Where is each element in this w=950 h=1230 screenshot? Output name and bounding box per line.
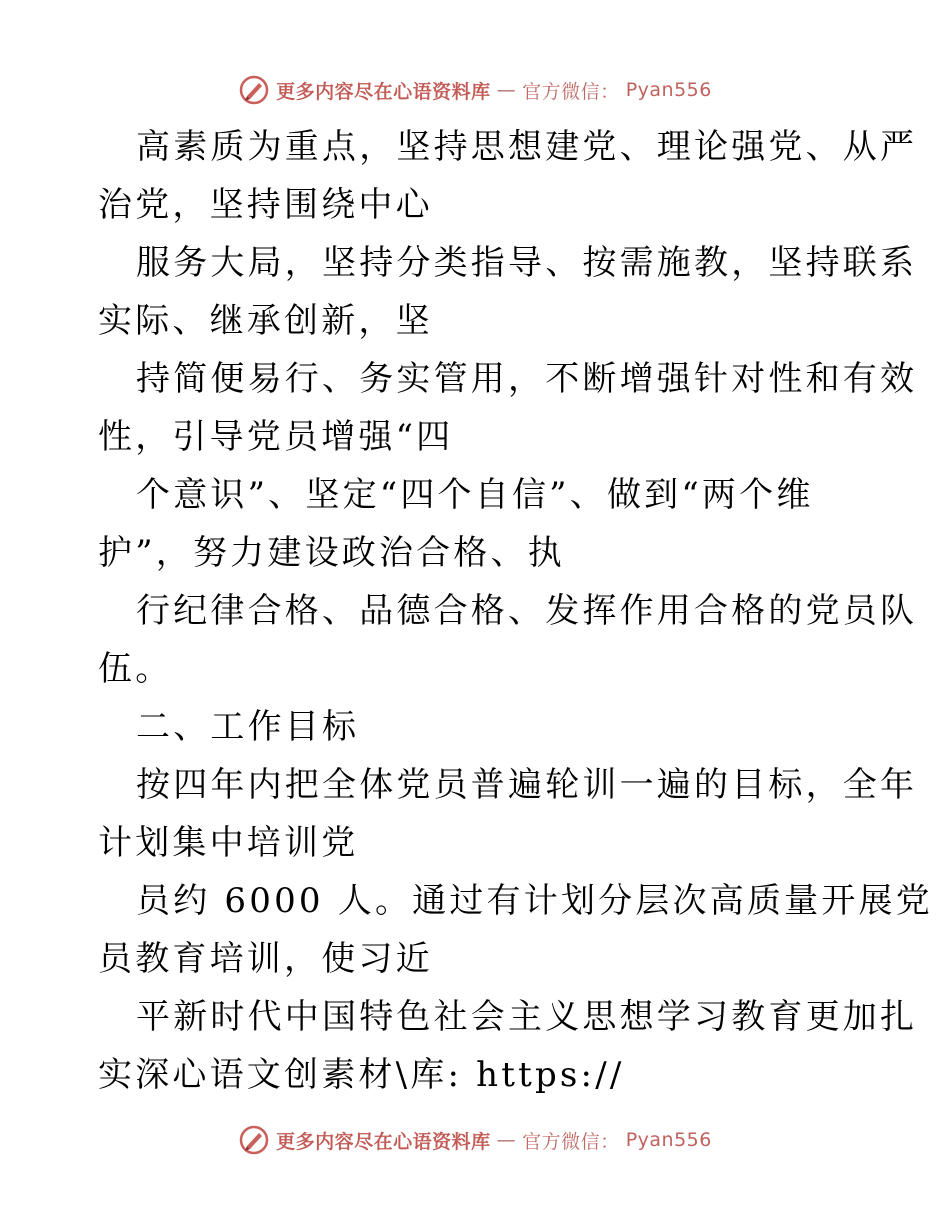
watermark-wechat-id: Pyan556 — [625, 1129, 712, 1151]
text-line: 治党，坚持围绕中心 — [98, 185, 433, 225]
watermark-main-text: 更多内容尽在心语资料库 — [276, 1130, 491, 1153]
text-line: 行纪律合格、品德合格、发挥作用合格的党员队 — [136, 591, 918, 631]
text-line: 服务大局，坚持分类指导、按需施教，坚持联系 — [136, 243, 918, 283]
watermark-dash: — — [496, 79, 517, 101]
text-line: 个意识”、坚定“四个自信”、做到“两个维 — [136, 475, 814, 515]
text-line: 员约 6000 人。通过有计划分层次高质量开展党 — [136, 881, 933, 921]
text-line: 持简便易行、务实管用，不断增强针对性和有效 — [136, 359, 918, 399]
watermark-wechat-id: Pyan556 — [625, 79, 712, 101]
text-line: 护”，努力建设政治合格、执 — [98, 533, 565, 573]
text-line: 按四年内把全体党员普遍轮训一遍的目标，全年 — [136, 765, 918, 805]
section-heading: 二、工作目标 — [136, 707, 360, 747]
text-line: 员教育培训，使习近 — [98, 939, 433, 979]
text-line: 平新时代中国特色社会主义思想学习教育更加扎 — [136, 997, 918, 1037]
text-line: 计划集中培训党 — [98, 823, 359, 863]
text-line: 实深心语文创素材\库: https:// — [98, 1055, 625, 1095]
header-watermark — [0, 70, 950, 110]
pen-logo-icon — [238, 74, 270, 106]
text-line: 伍。 — [98, 649, 173, 689]
watermark-sub-text: 官方微信： — [522, 80, 620, 103]
text-line: 实际、继承创新，坚 — [98, 301, 433, 341]
watermark-sub-text: 官方微信： — [522, 1130, 620, 1153]
pen-logo-icon — [238, 1124, 270, 1156]
document-body — [98, 118, 933, 1104]
text-line: 高素质为重点，坚持思想建党、理论强党、从严 — [136, 127, 918, 167]
footer-watermark — [0, 1120, 950, 1160]
watermark-dash: — — [496, 1129, 517, 1151]
watermark-main-text: 更多内容尽在心语资料库 — [276, 80, 491, 103]
text-line: 性，引导党员增强“四 — [98, 417, 454, 457]
